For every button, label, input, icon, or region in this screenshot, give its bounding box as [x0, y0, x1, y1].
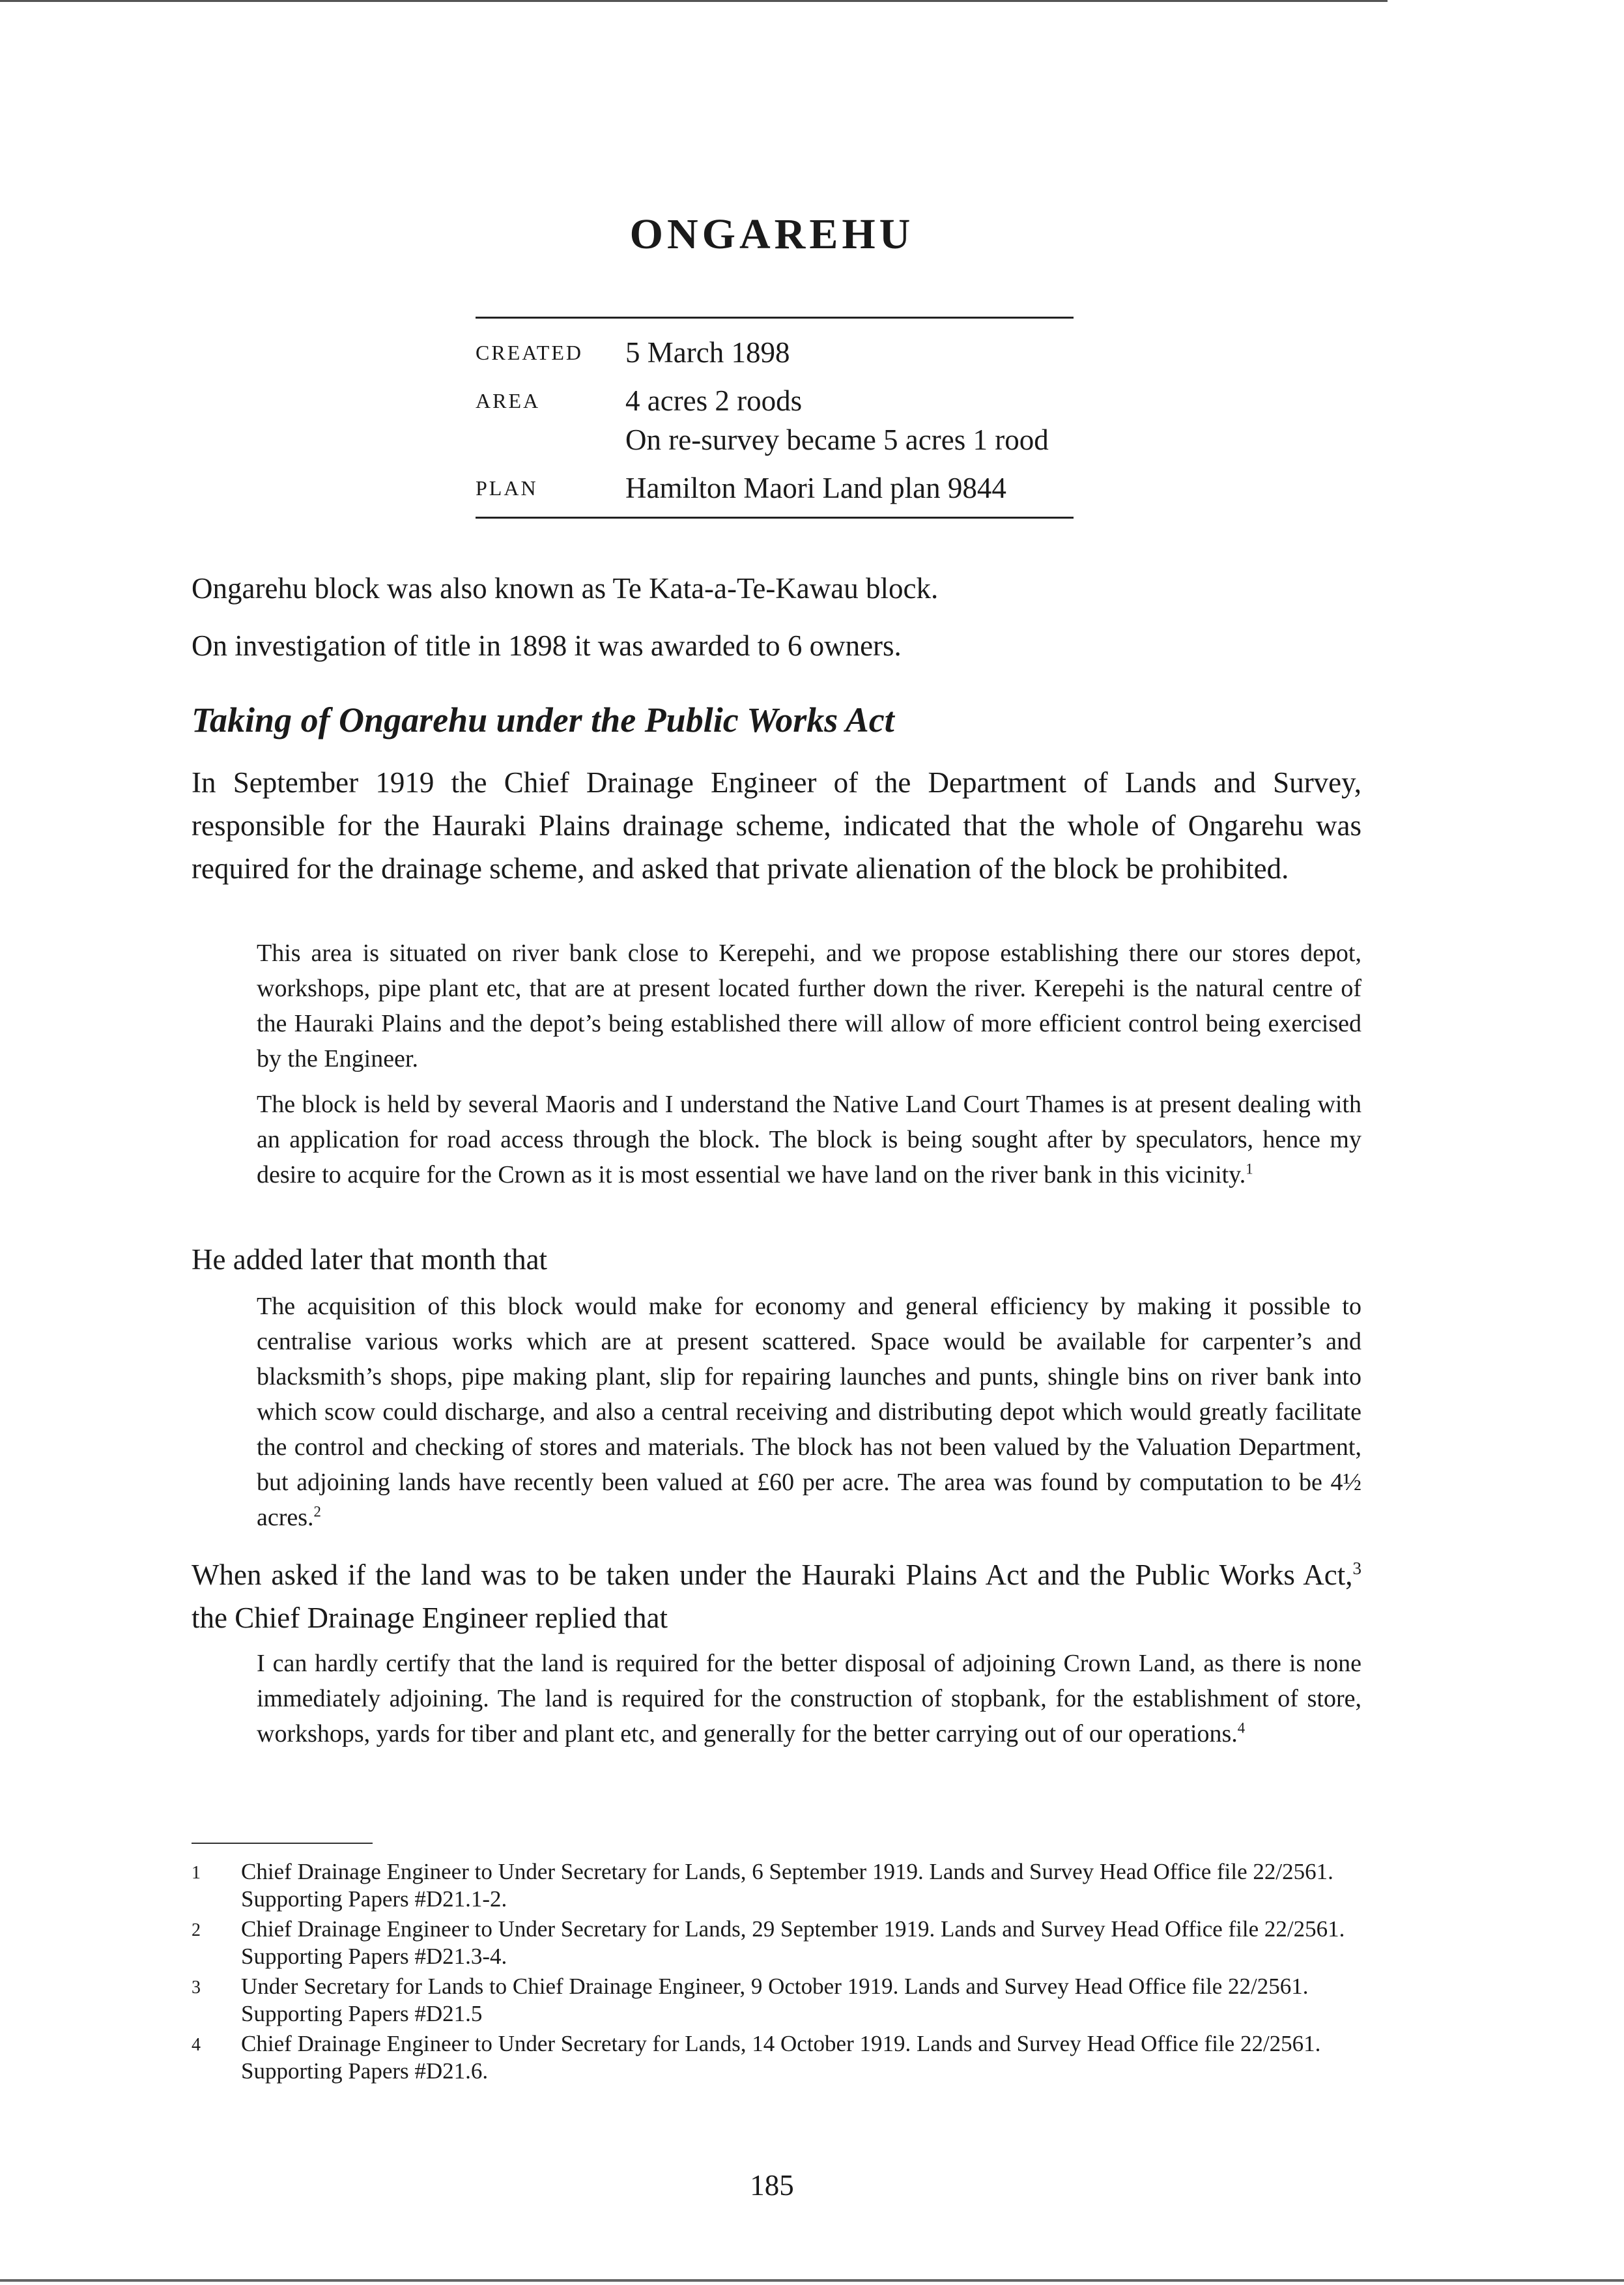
intro-paragraph-1: Ongarehu block was also known as Te Kata-a-Te-Kawau block. [192, 572, 939, 605]
footnote-text: Chief Drainage Engineer to Under Secretary for Lands, 29 September 1919. Lands and Survey Head Office file 22/2561. Supporting Papers #D21.3-4. [241, 1916, 1345, 1969]
plan-row [476, 468, 1074, 508]
quote-1b-text: The block is held by several Maoris and I understand the Native Land Court Thames is at present dealing with an application for road access through the block. The block is being sought after by speculators, hence my desire to acquire for the Crown as it is most essential we have land on the river bank in this vicinity. [257, 1091, 1361, 1188]
created-label: CREATED [476, 341, 583, 364]
footnote-item [192, 1973, 1361, 2028]
footnote-text: Under Secretary for Lands to Chief Drainage Engineer, 9 October 1919. Lands and Survey Head Office file 22/2561. Supporting Papers #D21.5 [241, 1974, 1309, 2026]
section-heading: Taking of Ongarehu under the Public Works Act [192, 700, 894, 740]
footnote-item [192, 1858, 1361, 1913]
plan-reference: Hamilton Maori Land plan 9844 [625, 472, 1006, 504]
scan-edge-top [0, 0, 1388, 2]
quote-1a: This area is situated on river bank close to Kerepehi, and we propose establishing there our stores depot, workshops, pipe plant etc, that are at present located further down the river. Kerepehi is the natural centre of the Hauraki Plains and the depot’s being established there will allow of more efficient control being exercised by the Engineer. [257, 940, 1361, 1072]
footnote-ref-4: 4 [1237, 1719, 1246, 1736]
intro-paragraph-2: On investigation of title in 1898 it was awarded to 6 owners. [192, 629, 902, 662]
footnote-text: Chief Drainage Engineer to Under Secretary for Lands, 14 October 1919. Lands and Survey Head Office file 22/2561. Supporting Papers #D21.6. [241, 2031, 1321, 2084]
body-paragraph-3-end: the Chief Drainage Engineer replied that [192, 1602, 668, 1634]
footnote-item [192, 1916, 1361, 1970]
plan-value [625, 468, 1074, 508]
footnote-item [192, 2030, 1361, 2085]
footnote-text: Chief Drainage Engineer to Under Secretary for Lands, 6 September 1919. Lands and Survey Head Office file 22/2561. Supporting Papers #D21.1-2. [241, 1859, 1333, 1912]
created-value [625, 333, 1074, 372]
footnote-ref-1: 1 [1246, 1160, 1253, 1177]
footnote-number: 2 [192, 1920, 201, 1940]
area-original: 4 acres 2 roods [625, 384, 803, 417]
area-label: AREA [476, 389, 541, 412]
footnote-number: 1 [192, 1863, 201, 1883]
plan-label: PLAN [476, 476, 538, 500]
quote-2 [257, 1289, 1361, 1535]
footnote-ref-3: 3 [1352, 1559, 1361, 1578]
quote-3 [257, 1646, 1361, 1751]
block-details-table [476, 317, 1074, 519]
quote-2-text: The acquisition of this block would make for economy and general efficiency by making it possible to centralise various works which are at present scattered. Space would be available for carpenter’s and blacksmith’s shops, pipe making plant, slip for repairing launches and punts, shingle bins on river bank into which scow could discharge, and also a central receiving and distributing depot which would greatly facilitate the control and checking of stores and materials. The block has not been valued by the Valuation Department, but adjoining lands have recently been valued at £60 per acre. The area was found by computation to be 4½ acres. [257, 1293, 1361, 1531]
quote-1b [257, 1087, 1361, 1192]
page-number: 185 [750, 2169, 794, 2202]
page-title: ONGAREHU [629, 210, 915, 258]
area-row [476, 381, 1074, 459]
footnote-number: 3 [192, 1977, 201, 1998]
body-paragraph-3-start: When asked if the land was to be taken under the Hauraki Plains Act and the Public Works Act, [192, 1559, 1353, 1591]
body-paragraph-1: In September 1919 the Chief Drainage Engineer of the Department of Lands and Survey, responsible for the Hauraki Plains drainage scheme, indicated that the whole of Ongarehu was required for the drainage scheme, and asked that private alienation of the block be prohibited. [192, 766, 1361, 885]
body-paragraph-2: He added later that month that [192, 1243, 548, 1276]
created-date: 5 March 1898 [625, 336, 790, 369]
footnote-number: 4 [192, 2035, 201, 2055]
created-row [476, 333, 1074, 372]
body-paragraph-3 [192, 1553, 1361, 1639]
footnote-rule [192, 1843, 373, 1844]
scan-edge-bottom [0, 2279, 1624, 2282]
area-value [625, 381, 1074, 459]
footnote-ref-2: 2 [313, 1503, 321, 1520]
footnotes [192, 1858, 1361, 2088]
quote-3-text: I can hardly certify that the land is required for the better disposal of adjoining Crown Land, as there is none immediately adjoining. The land is required for the construction of stopbank, for the establishment of store, workshops, yards for tiber and plant etc, and generally for the better carrying out of our operations. [257, 1650, 1361, 1747]
area-resurvey: On re-survey became 5 acres 1 rood [625, 424, 1049, 456]
